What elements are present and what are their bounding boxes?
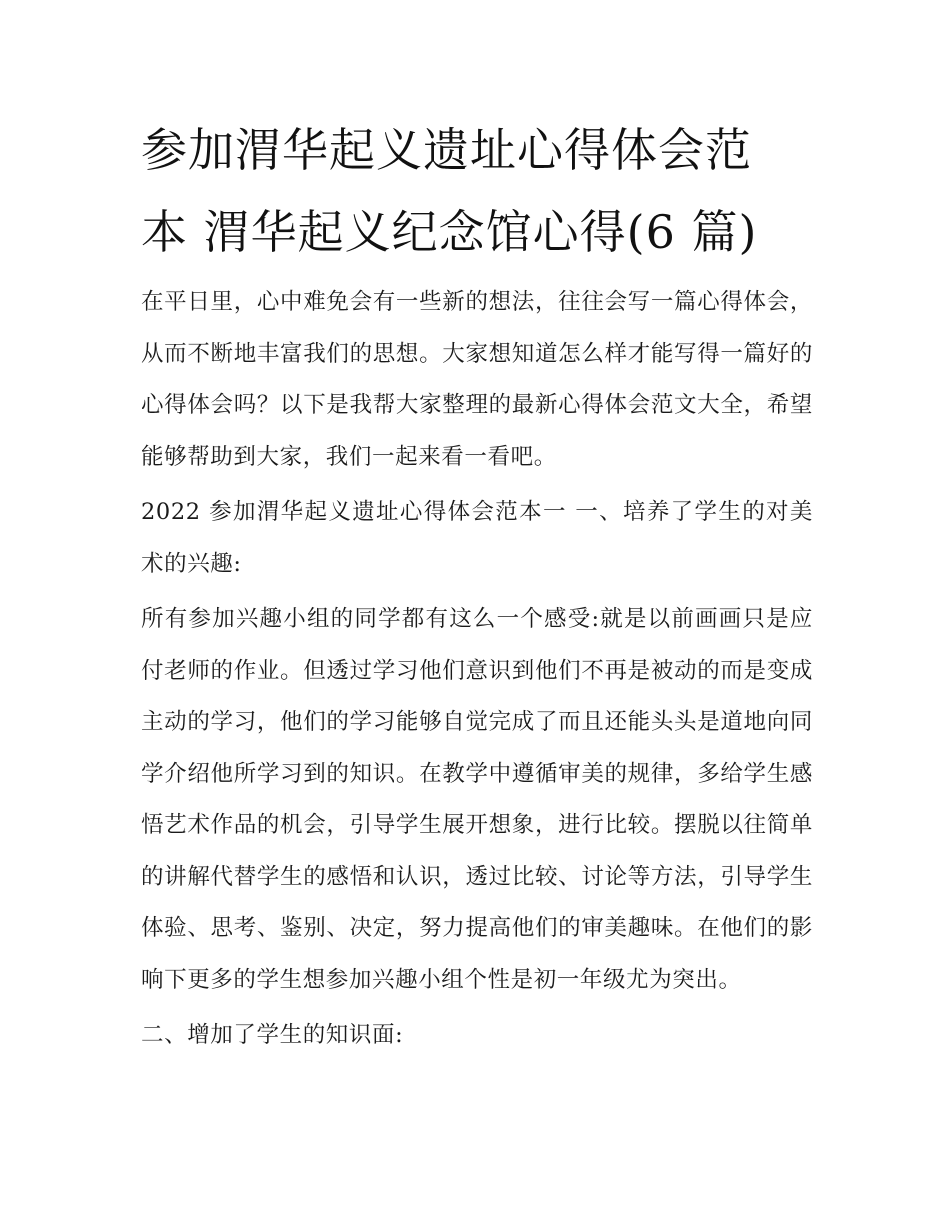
- section-two-heading: 二、增加了学生的知识面:: [141, 1022, 404, 1048]
- document-body: [141, 277, 813, 1062]
- section-one-paragraph: 所有参加兴趣小组的同学都有这么一个感受:就是以前画画只是应付老师的作业。但透过学习他们意识到他们不再是被动的而是变成主动的学习，他们的学习能够自觉完成了而且还能头头是道地向同学介绍他所学习到的知识。在教学中遵循审美的规律，多给学生感悟艺术作品的机会，引导学生展开想象，进行比较。摆脱以往简单的讲解代替学生的感悟和认识，透过比较、讨论等方法，引导学生体验、思考、鉴别、决定，努力提高他们的审美趣味。在他们的影响下更多的学生想参加兴趣小组个性是初一年级尤为突出。: [141, 606, 813, 993]
- title-line-2: 本 渭华起义纪念馆心得(6 篇): [141, 205, 758, 259]
- section-one-heading: 2022 参加渭华起义遗址心得体会范本一 一、培养了学生的对美术的兴趣:: [141, 499, 813, 577]
- document-page: [141, 112, 813, 1062]
- title-line-1: 参加渭华起义遗址心得体会范: [141, 123, 752, 177]
- intro-paragraph: 在平日里，心中难免会有一些新的想法，往往会写一篇心得体会，从而不断地丰富我们的思想。大家想知道怎么样才能写得一篇好的心得体会吗？以下是我帮大家整理的最新心得体会范文大全，希望能够帮助到大家，我们一起来看一看吧。: [141, 289, 813, 470]
- document-title: [141, 112, 813, 270]
